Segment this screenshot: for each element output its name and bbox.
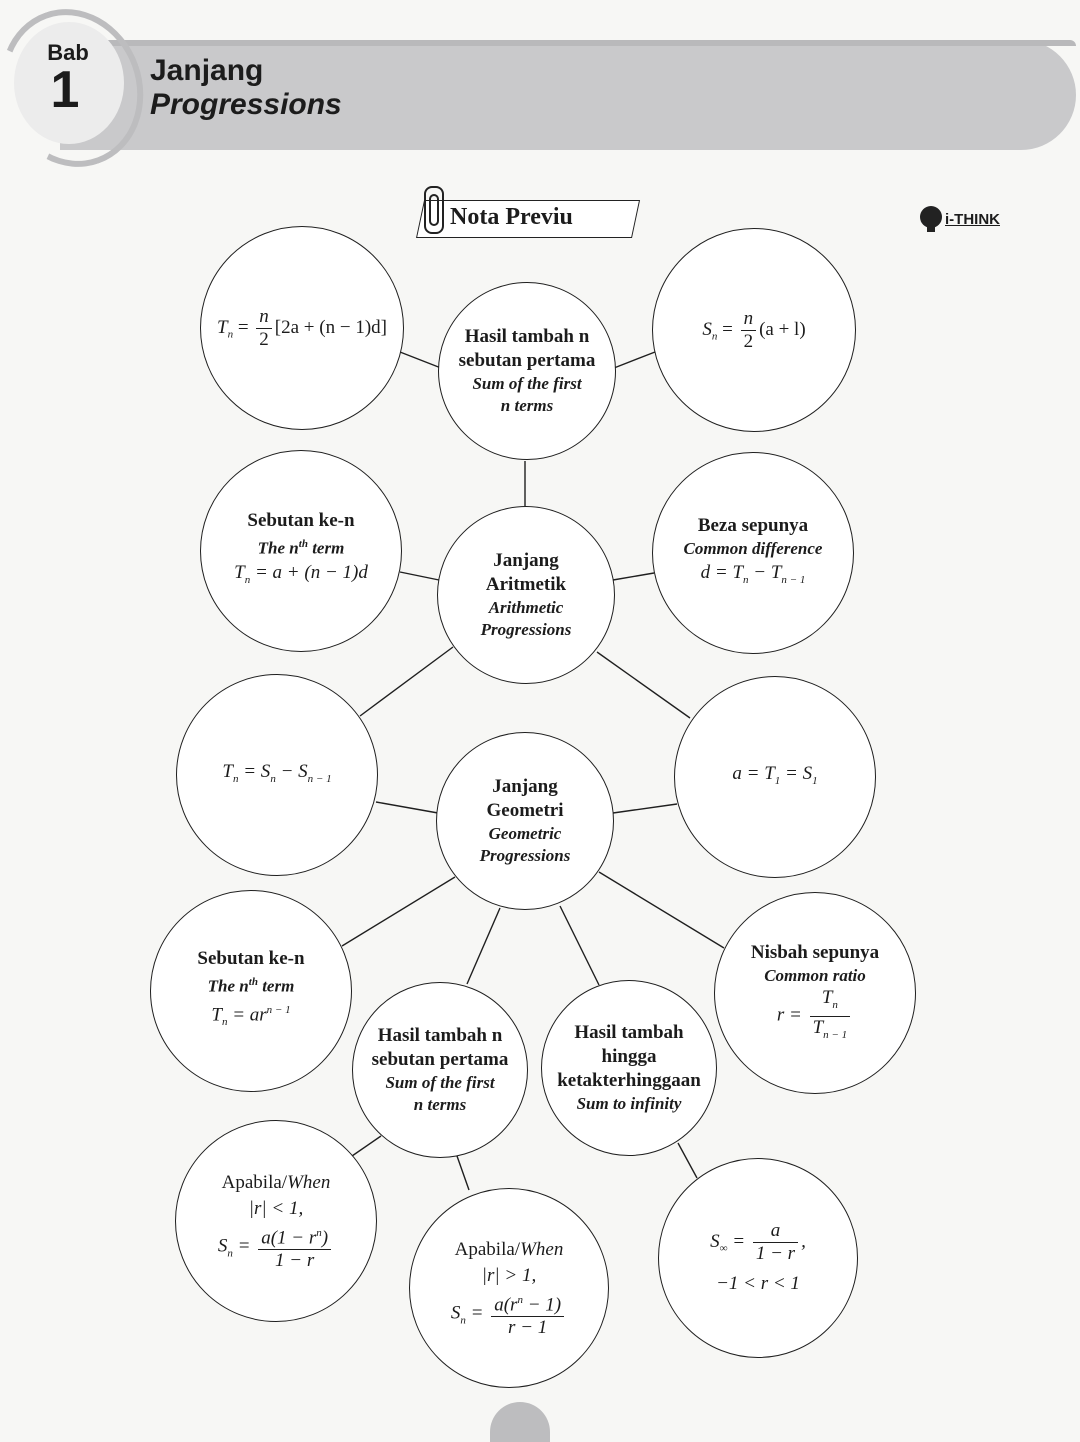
connector-line: [342, 877, 455, 946]
node-arithmetic-progressions: [437, 506, 615, 684]
fraction-numerator: [258, 1222, 331, 1250]
formula-symbol: T: [812, 1016, 824, 1038]
connector-line: [613, 573, 654, 580]
node-formula: [211, 997, 290, 1035]
node-label-malay: Janjang: [492, 776, 558, 797]
fraction-denominator: 1 − r: [755, 1242, 796, 1264]
formula-subscript: n: [244, 573, 251, 586]
node-ap-nth-term: [200, 450, 402, 652]
connector-line: [597, 652, 690, 718]
connector-line: [613, 804, 677, 813]
node-label-malay: Hasil tambah n: [377, 1025, 503, 1046]
formula-symbol: T: [222, 760, 233, 782]
formula-rest: = S: [238, 760, 271, 782]
node-gp-s-infinity-formula: [658, 1158, 858, 1358]
node-formula: [710, 1220, 806, 1265]
formula-symbol: d = T: [700, 561, 744, 583]
formula-symbol: S: [702, 318, 712, 340]
formula-fraction: [256, 306, 272, 351]
formula-subscript: n: [227, 328, 234, 341]
formula-subscript: n: [711, 330, 718, 343]
node-formula: [451, 1289, 567, 1339]
formula-subscript: n: [270, 772, 276, 785]
fraction-denominator: [810, 1017, 851, 1046]
fraction-denominator: 2: [743, 330, 754, 352]
node-ap-sum-sn-formula: [652, 228, 856, 432]
connector-line: [467, 908, 500, 984]
fraction-numerator: [810, 987, 851, 1017]
node-first-term: [674, 676, 876, 878]
formula-symbol: a = T: [732, 762, 775, 784]
node-label-malay: Janjang: [493, 550, 559, 571]
formula-symbol: T: [234, 561, 245, 583]
formula-rest: ,: [801, 1230, 806, 1252]
node-label-english: Geometric: [488, 824, 562, 843]
node-label-malay: Sebutan ke-n: [197, 947, 305, 969]
formula-subscript: n: [227, 1247, 233, 1260]
node-label-english: n terms: [500, 396, 554, 415]
formula-rest: [2a + (n − 1)d]: [274, 316, 387, 338]
node-label-english: n terms: [413, 1095, 467, 1114]
fraction-denominator: 1 − r: [275, 1250, 315, 1272]
connector-line: [360, 647, 453, 716]
fraction-numerator: n: [256, 306, 272, 329]
formula-equals: =: [237, 316, 249, 338]
chapter-number: 1: [50, 61, 80, 119]
node-formula: [777, 987, 853, 1046]
connector-line: [599, 872, 724, 948]
fraction-denominator: r − 1: [508, 1317, 548, 1339]
connector-line: [400, 572, 439, 580]
ithink-label: i-THINK: [945, 211, 1000, 228]
node-label-english: Progressions: [480, 620, 572, 639]
node-gp-sum-r-greater-1: [409, 1188, 609, 1388]
node-label-english: [258, 533, 345, 560]
node-ap-common-difference: [652, 452, 854, 654]
formula-superscript: n: [517, 1293, 523, 1306]
formula-subscript: n − 1: [307, 772, 332, 785]
node-condition: −1 < r < 1: [716, 1272, 800, 1294]
node-label-english: Sum of the first: [385, 1073, 495, 1092]
formula-subscript: 1: [774, 774, 781, 787]
formula-rest: − T: [748, 561, 782, 583]
node-gp-sum-to-infinity: [541, 980, 717, 1156]
formula-symbol: T: [217, 316, 228, 338]
formula-subscript: n: [460, 1314, 466, 1327]
node-condition-label: [455, 1237, 564, 1263]
formula-symbol: r =: [776, 1004, 802, 1026]
label-text: term: [257, 976, 295, 996]
connector-line: [400, 352, 441, 368]
node-ap-sum-tn-formula: [200, 226, 404, 430]
formula-equals: =: [470, 1302, 484, 1324]
formula-subscript: n: [743, 573, 749, 586]
fraction-numerator: a: [753, 1220, 798, 1243]
formula-subscript: n: [832, 998, 838, 1011]
node-label-malay: Hasil tambah: [574, 1022, 684, 1043]
formula-subscript: n: [221, 1016, 228, 1029]
node-label-english: Common ratio: [764, 965, 866, 985]
node-gp-common-ratio: [714, 892, 916, 1094]
node-formula: [234, 560, 368, 593]
node-tn-from-sn: [176, 674, 378, 876]
nota-previu-label: Nota Previu: [450, 204, 573, 230]
label-text-italic: When: [520, 1238, 564, 1260]
label-text: Apabila/: [454, 1238, 521, 1260]
connector-line: [560, 906, 599, 985]
node-label-english: Progressions: [479, 846, 571, 865]
formula-rest: ): [321, 1227, 329, 1249]
node-gp-sum-first-n: [352, 982, 528, 1158]
chapter-title-malay: Janjang: [150, 54, 264, 87]
node-label-malay: sebutan pertama: [371, 1049, 509, 1070]
connector-line: [352, 1136, 381, 1156]
node-condition-label: [222, 1170, 331, 1196]
formula-subscript: n: [232, 772, 239, 785]
fraction-numerator: [491, 1289, 564, 1317]
node-condition: |r| > 1,: [481, 1264, 537, 1286]
formula-symbol: T: [821, 986, 833, 1008]
formula-rest: (a + l): [759, 318, 806, 340]
node-label-malay: Nisbah sepunya: [750, 941, 880, 963]
node-label-english: [208, 971, 295, 998]
formula-superscript: n − 1: [266, 1004, 291, 1017]
formula-fraction: [258, 1222, 331, 1272]
formula-superscript: n: [316, 1226, 322, 1239]
formula-symbol: T: [211, 1004, 222, 1026]
label-text: Apabila/: [221, 1171, 288, 1193]
label-text: The n: [207, 976, 249, 996]
node-label-malay: Beza sepunya: [697, 514, 809, 536]
node-label-english: Common difference: [683, 538, 823, 558]
node-label-english: Arithmetic: [488, 598, 564, 617]
formula-rest: − 1): [522, 1294, 562, 1316]
node-formula: [222, 759, 331, 792]
formula-fraction: [491, 1289, 564, 1339]
label-text: The n: [257, 538, 299, 558]
node-label-malay: Geometri: [486, 800, 564, 821]
formula-rest: = a + (n − 1)d: [250, 561, 368, 583]
node-gp-nth-term: [150, 890, 352, 1092]
formula-subscript: 1: [812, 774, 818, 787]
formula-rest: = S: [780, 762, 813, 784]
node-label-malay: hingga: [601, 1046, 657, 1067]
formula-subscript: n − 1: [781, 573, 806, 586]
node-label-malay: Sebutan ke-n: [247, 510, 355, 532]
label-superscript: th: [248, 975, 258, 988]
node-label-malay: Aritmetik: [485, 574, 567, 595]
node-formula: [218, 1222, 334, 1272]
label-superscript: th: [298, 538, 308, 551]
formula-rest: = ar: [227, 1004, 267, 1026]
formula-subscript: n − 1: [823, 1028, 848, 1041]
chapter-word: Bab: [47, 40, 89, 65]
node-label-english: Sum to infinity: [576, 1094, 682, 1113]
connector-line: [457, 1156, 469, 1190]
formula-fraction: [753, 1220, 798, 1265]
fraction-numerator: n: [741, 308, 757, 331]
connector-line: [376, 802, 438, 813]
formula-symbol: a(r: [494, 1294, 518, 1316]
chapter-title-english: Progressions: [150, 88, 342, 121]
formula-fraction: [810, 987, 851, 1046]
node-ap-sum-first-n: [438, 282, 616, 460]
node-geometric-progressions: [436, 732, 614, 910]
formula-equals: =: [732, 1230, 746, 1252]
node-formula: [701, 560, 806, 593]
formula-symbol: S: [710, 1230, 720, 1252]
node-label-malay: sebutan pertama: [458, 350, 596, 371]
node-condition: |r| < 1,: [248, 1197, 304, 1219]
node-label-malay: Hasil tambah n: [464, 326, 590, 347]
node-formula: [732, 761, 817, 794]
formula-subscript: ∞: [719, 1242, 728, 1255]
formula-rest: − S: [275, 760, 308, 782]
fraction-denominator: 2: [259, 328, 269, 350]
formula-symbol: S: [450, 1302, 461, 1324]
connector-line: [678, 1143, 697, 1178]
formula-fraction: [741, 308, 757, 353]
formula-symbol: S: [217, 1235, 228, 1257]
connector-line: [614, 352, 655, 368]
node-gp-sum-r-less-1: [175, 1120, 377, 1322]
node-label-english: Sum of the first: [472, 374, 582, 393]
formula-equals: =: [722, 318, 733, 340]
formula-symbol: a(1 − r: [261, 1227, 317, 1249]
formula-equals: =: [237, 1235, 251, 1257]
label-text: term: [307, 538, 345, 558]
node-label-malay: ketakterhinggaan: [557, 1070, 701, 1091]
label-text-italic: When: [287, 1171, 331, 1193]
